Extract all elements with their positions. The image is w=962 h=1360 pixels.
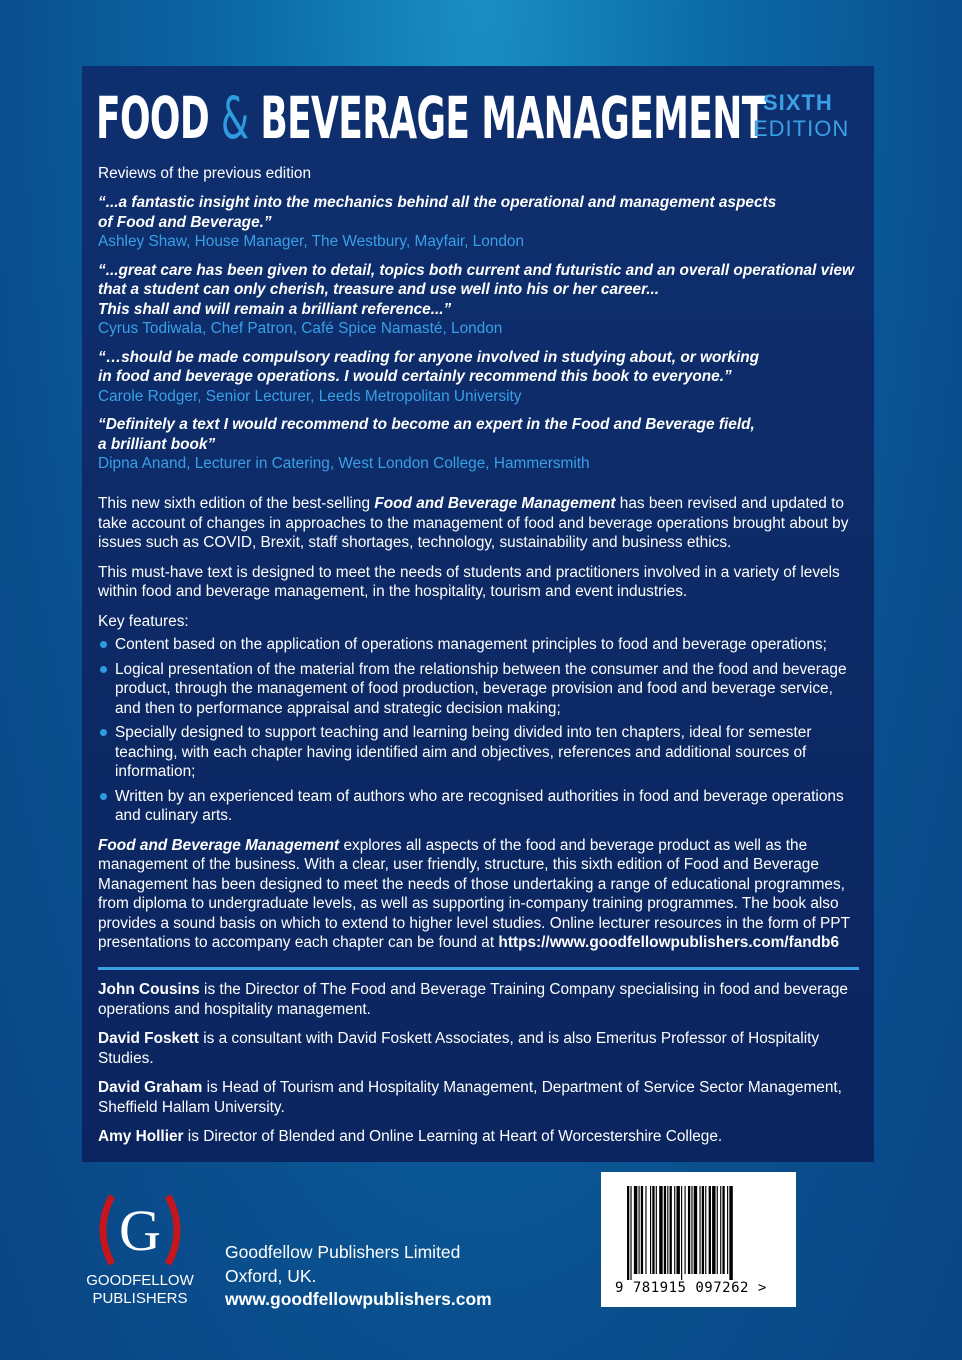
author-bio bbox=[98, 1127, 858, 1147]
publisher-name: Goodfellow Publishers Limited bbox=[225, 1242, 461, 1262]
review-quote-line: “...great care has been given to detail, topics both current and futuristic and an overall operational view bbox=[98, 261, 855, 279]
publisher-location: Oxford, UK. bbox=[225, 1265, 317, 1286]
description-paragraph-3 bbox=[98, 836, 858, 953]
title-part2: BEVERAGE MANAGEMENT bbox=[260, 84, 766, 152]
barcode-bar bbox=[627, 1186, 629, 1280]
review-quote-line: “…should be made compulsory reading for anyone involved in studying about, or working bbox=[98, 348, 760, 366]
author-bio bbox=[98, 1029, 858, 1068]
edition-word: EDITION bbox=[753, 116, 850, 141]
title-ampersand: & bbox=[220, 84, 249, 152]
author-name: Amy Hollier bbox=[98, 1128, 184, 1145]
author-name: David Foskett bbox=[98, 1030, 199, 1047]
barcode-bar bbox=[709, 1186, 711, 1274]
review-quote-line: of Food and Beverage.” bbox=[98, 213, 272, 231]
barcode-bar bbox=[691, 1186, 692, 1274]
logo-name-line: GOODFELLOW bbox=[86, 1272, 194, 1289]
review-quote-line: a brilliant book” bbox=[98, 435, 216, 453]
logo-wordmark bbox=[78, 1272, 202, 1308]
review-source: Carole Rodger, Senior Lecturer, Leeds Metropolitan University bbox=[98, 387, 522, 405]
review-quote-line: that a student can only cherish, treasure and use well into his or her career... bbox=[98, 281, 660, 298]
bullet-icon bbox=[100, 793, 107, 800]
author-name: David Graham bbox=[98, 1079, 203, 1096]
reviews-list bbox=[98, 193, 858, 483]
author-bio-text: is a consultant with David Foskett Associates, and is also Emeritus Professor of Hospitality Studies. bbox=[98, 1030, 820, 1067]
review-item bbox=[98, 261, 858, 339]
key-feature-item bbox=[98, 635, 858, 655]
barcode-bar bbox=[699, 1186, 700, 1274]
barcode-bar bbox=[705, 1186, 706, 1274]
title-row bbox=[96, 80, 866, 170]
barcode-bar bbox=[664, 1186, 666, 1274]
bullet-icon bbox=[100, 729, 107, 736]
description-paragraph-2: This must-have text is designed to meet the needs of students and practitioners involved in a variety of levels within food and beverage management, in the hospitality, tourism and event industries. bbox=[98, 563, 840, 600]
review-quote-line: This shall and will remain a brilliant reference...” bbox=[98, 300, 452, 318]
author-bio bbox=[98, 1078, 858, 1117]
description-text: has been revised and updated to take account of changes in approaches to the management of food and beverage operations brought about by issues such as COVID, Brexit, staff shortages, technology, sustainability and business ethics. bbox=[98, 495, 849, 551]
resources-link[interactable]: https://www.goodfellowpublishers.com/fandb6 bbox=[498, 934, 840, 951]
barcode-bar bbox=[667, 1186, 668, 1274]
key-features-heading: Key features: bbox=[98, 612, 189, 630]
barcode-bar bbox=[694, 1186, 697, 1274]
barcode-bar bbox=[720, 1186, 721, 1274]
barcode-bar bbox=[712, 1186, 715, 1274]
barcode-bar bbox=[727, 1186, 728, 1274]
key-features-list bbox=[98, 635, 858, 826]
barcode-bar bbox=[652, 1186, 654, 1274]
author-bio-text: is Director of Blended and Online Learning at Heart of Worcestershire College. bbox=[183, 1128, 723, 1145]
publisher-info bbox=[225, 1241, 492, 1312]
barcode-bar bbox=[717, 1186, 718, 1274]
key-feature-item bbox=[98, 660, 858, 719]
barcode-bar bbox=[702, 1186, 704, 1274]
barcode-bar bbox=[634, 1186, 637, 1274]
key-feature-text: Specially designed to support teaching and learning being divided into ten chapters, ideal for semester teaching, with each chapter having identified aim and objectives, references and additional sources of information; bbox=[115, 724, 812, 780]
barcode-bar bbox=[650, 1186, 651, 1274]
review-item bbox=[98, 415, 858, 474]
bullet-icon bbox=[100, 666, 107, 673]
barcode-bar bbox=[722, 1186, 724, 1274]
barcode-bar bbox=[674, 1186, 675, 1274]
reviews-heading: Reviews of the previous edition bbox=[98, 165, 312, 182]
author-bio bbox=[98, 980, 858, 1019]
review-item bbox=[98, 348, 858, 407]
description-text: This new sixth edition of the best-selling bbox=[98, 495, 375, 512]
review-source: Dipna Anand, Lecturer in Catering, West London College, Hammersmith bbox=[98, 455, 590, 472]
description-text: explores all aspects of the food and beverage product as well as the management of the business. With a clear, user friendly, structure, this sixth edition of Food and Beverage Management has been designed to meet the needs of those undertaking a range of educational programmes, from diploma to undergraduate levels, as well as supporting in-company training programmes. The book also provides a sound basis on which to extend to higher level studies. Online lecturer resources in the form of PPT presentations to accompany each chapter can be found at bbox=[98, 836, 850, 951]
barcode-bar bbox=[681, 1186, 682, 1280]
isbn-digits: 9 781915 097262 > bbox=[615, 1280, 767, 1296]
description-book-title: Food and Beverage Management bbox=[374, 495, 616, 512]
book-title bbox=[96, 80, 766, 156]
title-part1: FOOD bbox=[96, 84, 210, 152]
review-source: Ashley Shaw, House Manager, The Westbury, Mayfair, London bbox=[98, 233, 525, 250]
section-divider bbox=[98, 967, 859, 970]
barcode-bar bbox=[670, 1186, 672, 1274]
barcode-bar bbox=[630, 1186, 631, 1280]
review-quote-line: “Definitely a text I would recommend to become an expert in the Food and Beverage field, bbox=[98, 416, 755, 433]
publisher-website[interactable]: www.goodfellowpublishers.com bbox=[225, 1289, 492, 1309]
barcode-bar bbox=[639, 1186, 640, 1274]
key-feature-item bbox=[98, 723, 858, 782]
barcode-bar bbox=[729, 1186, 732, 1280]
description-paragraph-1 bbox=[98, 494, 858, 553]
bullet-icon bbox=[100, 641, 107, 648]
barcode-icon bbox=[627, 1186, 770, 1280]
back-cover-panel bbox=[82, 66, 874, 1162]
edition-number: SIXTH bbox=[763, 90, 833, 115]
logo-name-line: PUBLISHERS bbox=[92, 1290, 188, 1307]
logo-letter: G bbox=[119, 1198, 161, 1263]
key-feature-text: Written by an experienced team of authors who are recognised authorities in food and beverage operations and culinary arts. bbox=[115, 787, 844, 824]
review-item bbox=[98, 193, 858, 252]
key-feature-text: Content based on the application of operations management principles to food and beverage operations; bbox=[115, 636, 827, 653]
author-bio-text: is Head of Tourism and Hospitality Management, Department of Service Sector Management, Sheffield Hallam University. bbox=[98, 1079, 842, 1116]
barcode-bar bbox=[688, 1186, 690, 1274]
publisher-logo bbox=[78, 1192, 202, 1312]
barcode-bar bbox=[659, 1186, 662, 1274]
barcode-bar bbox=[641, 1186, 643, 1274]
review-source: Cyrus Todiwala, Chef Patron, Café Spice Namasté, London bbox=[98, 320, 503, 337]
edition-label bbox=[753, 90, 863, 142]
barcode-box bbox=[601, 1172, 796, 1307]
description bbox=[98, 494, 858, 963]
barcode-bar bbox=[645, 1186, 646, 1274]
review-quote-line: in food and beverage operations. I would certainly recommend this book to everyone.” bbox=[98, 368, 732, 385]
review-quote-line: “...a fantastic insight into the mechanics behind all the operational and management aspects bbox=[98, 194, 777, 211]
key-feature-text: Logical presentation of the material from the relationship between the consumer and the food and beverage product, through the management of food production, beverage provision and food and beverage service, and then to performance appraisal and strategic decision making; bbox=[115, 660, 847, 717]
barcode-bar bbox=[685, 1186, 686, 1274]
description-book-title: Food and Beverage Management bbox=[98, 836, 340, 854]
goodfellow-logo-icon bbox=[90, 1192, 190, 1268]
barcode-bar bbox=[656, 1186, 657, 1274]
barcode-bar bbox=[676, 1186, 679, 1274]
authors-list bbox=[98, 980, 858, 1157]
key-feature-item bbox=[98, 787, 858, 826]
author-name: John Cousins bbox=[98, 981, 200, 998]
author-bio-text: is the Director of The Food and Beverage Training Company specialising in food and beverage operations and hospitality management. bbox=[98, 981, 848, 1018]
